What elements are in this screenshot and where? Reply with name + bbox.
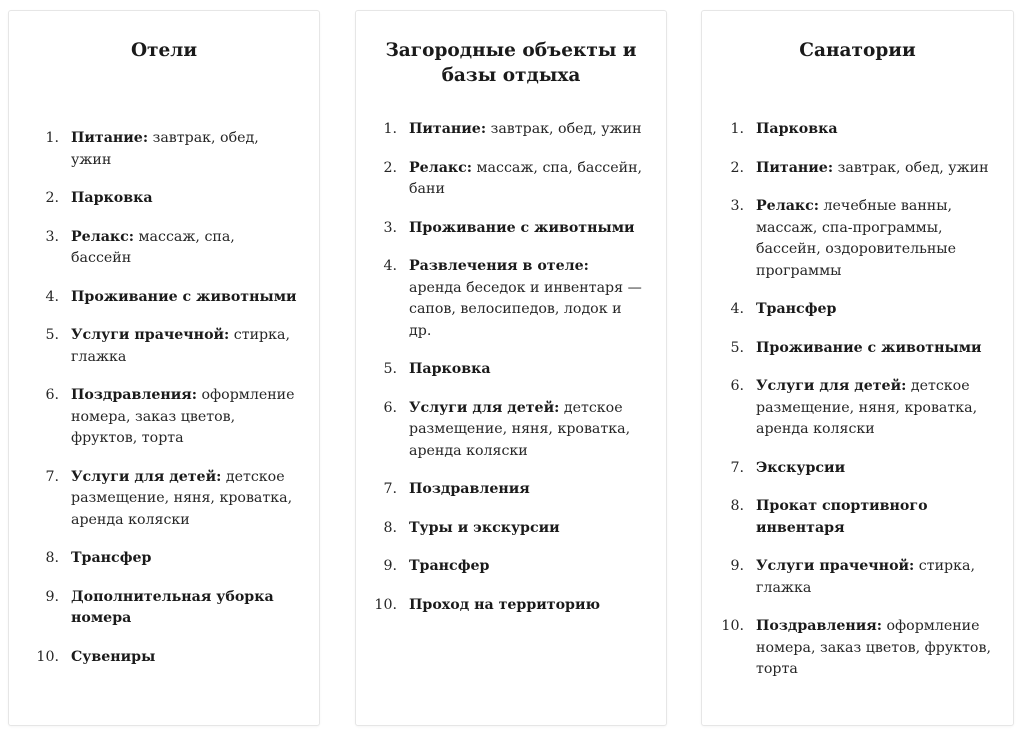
item-number: 3. — [383, 219, 397, 236]
item-number: 6. — [45, 387, 59, 403]
item-number: 9. — [383, 558, 397, 574]
list-item — [9, 647, 319, 669]
item-label: Парковка — [409, 361, 491, 377]
item-number: 5. — [383, 361, 397, 377]
list-item — [702, 119, 1013, 141]
item-label: Питание: — [409, 121, 487, 137]
item-label: Питание: — [71, 130, 149, 146]
list-item — [9, 467, 319, 532]
item-number: 1. — [730, 121, 744, 137]
item-number: 10. — [721, 618, 744, 634]
item-label: Туры и экскурсии — [409, 519, 560, 536]
item-label: Дополнительная уборка номера — [71, 588, 274, 626]
list-item — [356, 398, 666, 463]
item-description: детское размещение, няня, кроватка, аренда коляски — [409, 399, 631, 459]
item-number: 4. — [383, 258, 397, 274]
item-label: Услуги для детей: — [756, 378, 907, 394]
item-number: 2. — [730, 159, 744, 176]
item-description: стирка, глажка — [756, 558, 975, 596]
list-item — [356, 256, 666, 342]
item-label: Услуги прачечной: — [756, 558, 915, 574]
item-label: Трансфер — [756, 301, 837, 317]
list-item — [9, 385, 319, 450]
item-label: Экскурсии — [756, 459, 846, 476]
item-description: детское размещение, няня, кроватка, аренда коляски — [71, 468, 293, 528]
list-item — [356, 158, 666, 201]
services-list — [702, 119, 1013, 698]
list-item — [702, 458, 1013, 480]
list-item — [702, 158, 1013, 180]
list-item — [702, 556, 1013, 599]
list-item — [9, 325, 319, 368]
item-number: 1. — [45, 130, 59, 146]
list-item — [356, 518, 666, 540]
item-description: массаж, спа, бассейн, бани — [409, 159, 643, 197]
services-list — [9, 128, 319, 685]
services-list — [356, 119, 666, 633]
item-description: аренда беседок и инвентаря — сапов, велосипедов, лодок и др. — [409, 279, 642, 339]
item-number: 3. — [45, 228, 59, 245]
item-label: Парковка — [71, 190, 153, 206]
item-number: 2. — [383, 159, 397, 176]
item-description: завтрак, обед, ужин — [71, 130, 259, 168]
item-description: завтрак, обед, ужин — [833, 159, 989, 176]
list-item — [702, 376, 1013, 441]
list-item — [9, 128, 319, 171]
item-number: 10. — [374, 596, 397, 613]
list-item — [356, 359, 666, 381]
item-number: 6. — [383, 399, 397, 416]
list-item — [356, 479, 666, 501]
item-label: Проход на территорию — [409, 596, 601, 613]
item-label: Развлечения в отеле: — [409, 258, 589, 274]
list-item — [702, 496, 1013, 539]
list-item — [356, 595, 666, 617]
item-number: 7. — [45, 468, 59, 485]
list-item — [356, 556, 666, 578]
item-description: завтрак, обед, ужин — [486, 121, 642, 137]
item-label: Трансфер — [71, 550, 152, 566]
item-description: детское размещение, няня, кроватка, аренда коляски — [756, 378, 978, 437]
list-item — [356, 119, 666, 141]
item-label: Проживание с животными — [756, 339, 982, 356]
list-item — [9, 548, 319, 570]
item-label: Трансфер — [409, 558, 490, 574]
hotels-card — [8, 10, 320, 726]
list-item — [9, 587, 319, 630]
item-number: 8. — [730, 498, 744, 514]
item-description: лечебные ванны, массаж, спа-программы, бассейн, оздоровительные программы — [756, 198, 956, 279]
item-label: Релакс: — [756, 198, 820, 214]
item-label: Релакс: — [409, 159, 473, 176]
item-number: 3. — [730, 198, 744, 214]
item-number: 7. — [730, 459, 744, 476]
item-label: Прокат спортивного инвентаря — [756, 498, 928, 536]
list-item — [702, 338, 1013, 360]
list-item — [9, 188, 319, 210]
country-resorts-card — [355, 10, 667, 726]
item-number: 6. — [730, 378, 744, 394]
list-item — [356, 218, 666, 240]
item-description: массаж, спа, бассейн — [71, 228, 235, 266]
item-description: стирка, глажка — [71, 327, 290, 365]
sanatoriums-card — [701, 10, 1014, 726]
item-number: 4. — [45, 288, 59, 305]
card-title: Санатории — [799, 40, 916, 61]
item-label: Услуги для детей: — [409, 399, 560, 416]
item-description: оформление номера, заказ цветов, фруктов, торта — [756, 618, 991, 677]
item-label: Услуги прачечной: — [71, 327, 230, 343]
item-number: 9. — [45, 588, 59, 605]
item-number: 8. — [45, 550, 59, 566]
item-label: Поздравления — [409, 481, 530, 497]
item-number: 5. — [45, 327, 59, 343]
card-title: Отели — [130, 40, 198, 61]
item-number: 7. — [383, 481, 397, 497]
list-item — [9, 287, 319, 309]
item-number: 2. — [45, 190, 59, 206]
item-number: 10. — [36, 648, 59, 665]
item-label: Парковка — [756, 121, 838, 137]
item-label: Сувениры — [71, 648, 156, 665]
list-item — [702, 616, 1013, 681]
item-number: 1. — [383, 121, 397, 137]
item-label: Питание: — [756, 159, 834, 176]
item-label: Релакс: — [71, 228, 135, 245]
item-number: 8. — [383, 519, 397, 536]
item-label: Проживание с животными — [409, 219, 635, 236]
list-item — [702, 196, 1013, 282]
item-number: 9. — [730, 558, 744, 574]
item-label: Поздравления: — [756, 618, 882, 634]
item-label: Поздравления: — [71, 387, 197, 403]
item-number: 5. — [730, 339, 744, 356]
item-label: Проживание с животными — [71, 288, 297, 305]
card-title: Загородные объекты и базы отдыха — [385, 40, 637, 86]
item-label: Услуги для детей: — [71, 468, 222, 485]
list-item — [9, 227, 319, 270]
item-number: 4. — [730, 301, 744, 317]
item-description: оформление номера, заказ цветов, фруктов, торта — [71, 387, 295, 446]
list-item — [702, 299, 1013, 321]
